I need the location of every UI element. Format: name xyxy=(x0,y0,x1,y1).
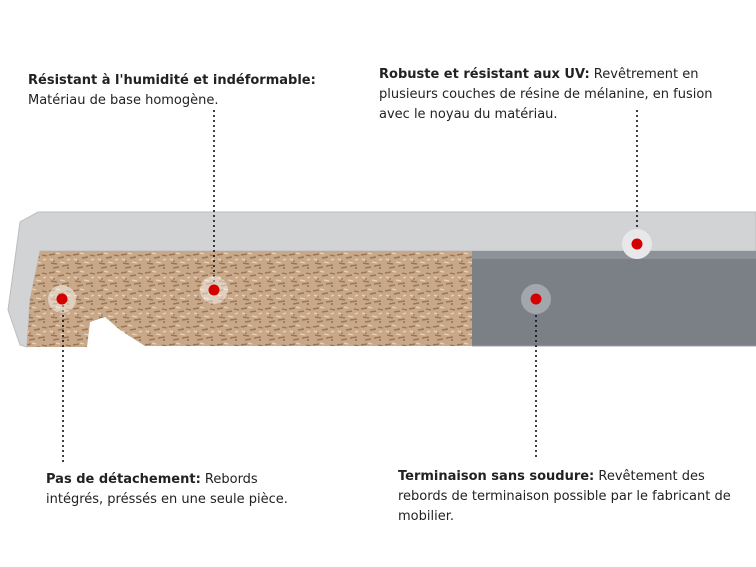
callout-humidity-title: Résistant à l'humidité et indéformable: xyxy=(28,73,316,88)
dark-core-top-edge xyxy=(472,251,756,259)
dark-core-section xyxy=(472,251,756,346)
callout-seamless-text: Revêtement des rebords de terminaison possible par le fabricant de mobilier. xyxy=(398,469,731,524)
callout-seamless xyxy=(398,467,738,527)
callout-seamless-title: Terminaison sans soudure: xyxy=(398,469,595,484)
marker-humidity xyxy=(200,276,228,304)
callout-detachment-title: Pas de détachement: xyxy=(46,472,201,487)
callout-humidity xyxy=(28,71,328,111)
callout-uv-title: Robuste et résistant aux UV: xyxy=(379,67,590,82)
chipboard-core xyxy=(27,251,472,347)
callout-uv xyxy=(379,65,724,125)
marker-uv xyxy=(622,229,652,259)
callout-detachment-text: Rebords intégrés, préssés en une seule pièce. xyxy=(46,472,288,507)
callout-detachment xyxy=(46,470,306,510)
callout-humidity-text: Matériau de base homogène. xyxy=(28,93,219,108)
callout-uv-text: Revêtrement en plusieurs couches de résine de mélanine, en fusion avec le noyau du matériau. xyxy=(379,67,713,122)
marker-seamless xyxy=(521,284,551,314)
marker-detachment xyxy=(48,285,76,313)
